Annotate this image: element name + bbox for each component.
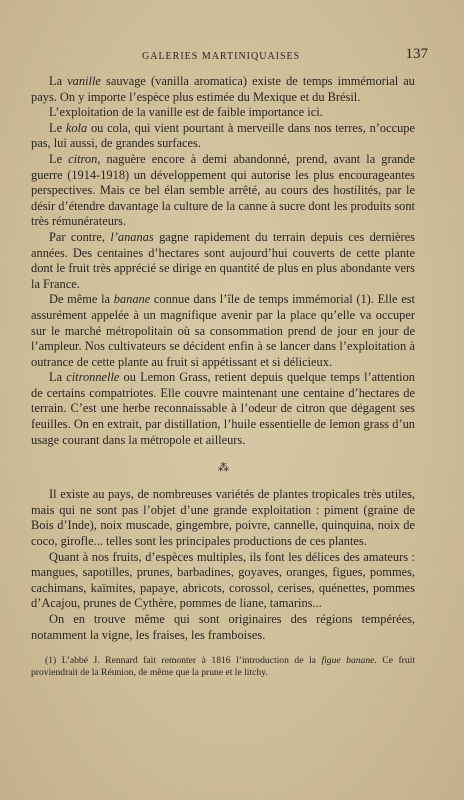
paragraph-citronnelle: La citronnelle ou Lemon Grass, retient depuis quelque temps l’attention de certains compatriotes. Elle couvre maintenant une centaine d’hectares de terrain. C’est une herbe reconnaissable à l’odeur de citron que dégagent ses feuilles. On en extrait, par distillation, l’huile essentielle de lemon grass d’un usage courant dans la métropole et ailleurs. [31,370,415,447]
paragraph-citron: Le citron, naguère encore à demi abandonné, prend, avant la grande guerre (1914-1918) un développement qui autorise les plus encourageantes perspectives. Mais ce bel élan semble arrêté, au cours des hostilités, par le désir d’étendre davantage la culture de la canne à sucre dont les produits sont très rémunérateurs. [31,151,415,229]
paragraph-plantes-tropicales: Il existe au pays, de nombreuses variétés de plantes tropicales très utiles, mais qui ne sont pas l’objet d’une grande exploitation : piment (graine de Bois d’Inde), noix muscade, gingembre, poivre, cannelle, quinquina, noix de coco, girofle... telles sont les principales productions de ces plantes. [31,487,415,549]
body-text [31,74,415,678]
paragraph-banane: De même la banane connue dans l’île de temps immémorial (1). Elle est assurément appelée à un magnifique avenir par la place qu’elle va occuper sur le marché métropolitain où sa consommation prend de jour en jour de l’ampleur. Nos cultivateurs se décident enfin à se lancer dans l’exploitation à outrance de cette plante au fruit si appétissant et si délicieux. [31,292,415,369]
paragraph-vanille-exploitation: L’exploitation de la vanille est de faible importance ici. [49,105,323,120]
footnote [31,655,415,678]
section-separator: ⁂ [218,462,228,475]
page-number: 137 [405,46,428,62]
footnote-text: (1) L’abbé J. Rennard fait remonter à 1816 l’introduction de la figue banane. Ce fruit proviendrait de la Réunion, de même que la prune et le litchy. [31,655,416,678]
paragraph-ananas: Par contre, l’ananas gagne rapidement du terrain depuis ces dernières années. Des centaines d’hectares sont aujourd’hui couverts de cette plante dont le fruit très apprécié se dirige en quantité de plus en plus abondante vers la France. [31,229,415,291]
page-header [30,46,434,66]
running-head: GALERIES MARTINIQUAISES [142,51,301,62]
paragraph-regions-temperees: On en trouve même qui sont originaires des régions tempérées, notamment la vigne, les fraises, les framboises. [31,612,415,642]
paragraph-fruits: Quant à nos fruits, d’espèces multiples, ils font les délices des amateurs : mangues, sapotilles, prunes, barbadines, goyaves, oranges, figues, pommes, cachimans, kaïmites, papaye, abricots, corossol, cerises, quénettes, pommes d’Acajou, prunes de Cythère, pommes de liane, tamarins... [31,549,415,611]
paragraph-vanille: La vanille sauvage (vanilla aromatica) existe de temps immémorial au pays. On y importe l’espèce plus estimée du Mexique et du Brésil. [31,74,415,104]
paragraph-kola: Le kola ou cola, qui vient pourtant à merveille dans nos terres, n’occupe pas, lui aussi, de grandes surfaces. [31,120,415,151]
